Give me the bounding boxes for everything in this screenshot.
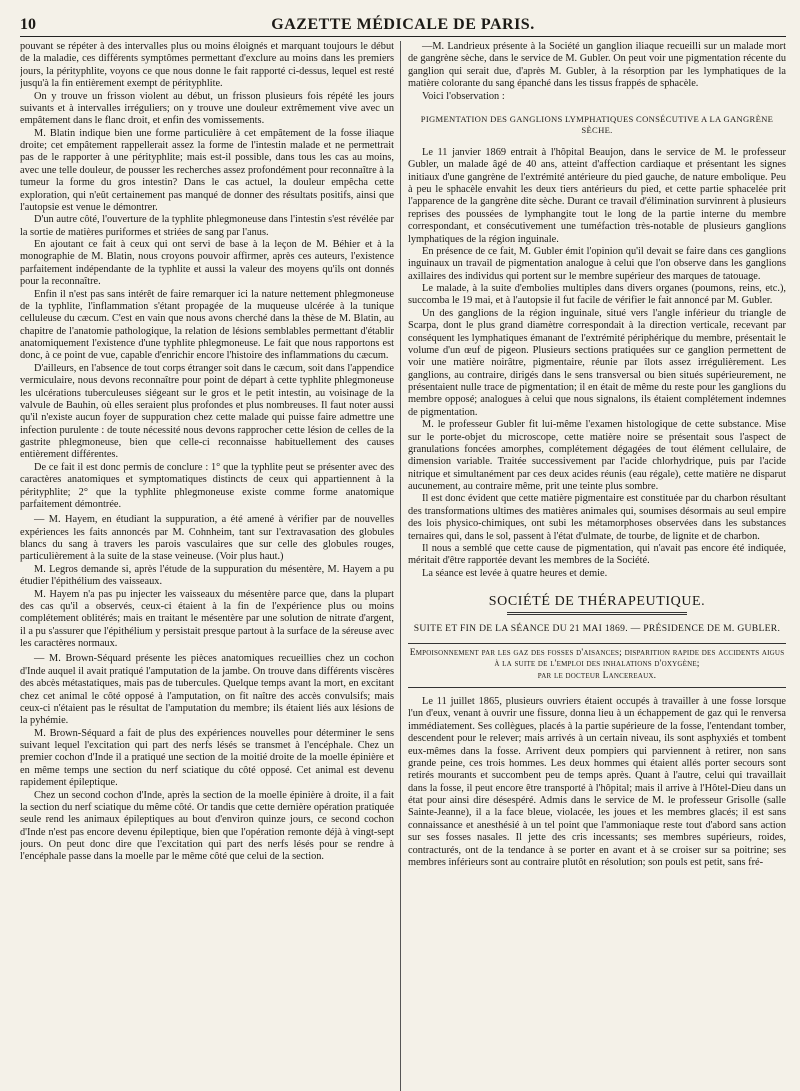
paragraph: M. le professeur Gubler fit lui-même l'examen histologique de cette substance. Mise sur le porte-objet du microscope, cette matière noire se présentait sous l'aspect de granulations foncées amorphes, complétement dégagées de tout élément cellulaire, de dimension variable. Traitée successivement par l'acide chlorhydrique, puis par l'acide nitrique et simultanément par ces deux acides réunis (eau régale), cette matière ne disparut aucunement, au contraire même, prit une teinte plus sombre. [408, 419, 786, 492]
page-number: 10 [20, 16, 36, 33]
paragraph: Le malade, à la suite d'embolies multiples dans divers organes (poumons, reins, etc.), succomba le 19 mai, et à l'autopsie il fut facile de vérifier le fait annoncé par M. Gubler. [408, 283, 786, 307]
paragraph: M. Hayem n'a pas pu injecter les vaisseaux du mésentère parce que, dans la plupart des cas qu'il a observés, ceux-ci étaient à la fin de l'expérience plus ou moins complétement oblitérés; mais en traitant le mésentère par une solution de nitrate d'argent, il a pu s'assurer que l'épithélium y persistait presque partout à la surface de la séreuse avec les caractères normaux. [20, 588, 394, 649]
paragraph: M. Blatin indique bien une forme particulière à cet empâtement de la fosse iliaque droite; cet empâtement rappellerait assez la forme de l'intestin malade et ne permettrait pas de le rapporter à une pérityphlite; mais est-il possible, dans tous les cas au moins, avec une telle douleur, de pousser les recherches assez profondément pour reconnaître à la tumeur la forme du gros intestin? Dans le cas actuel, la douleur empêcha cette exploration, qui n'eût certainement pas manqué de donner des résultats positifs, ainsi que l'autopsie est venue le démontrer. [20, 127, 394, 213]
paragraph: — M. Hayem, en étudiant la suppuration, a été amené à vérifier par de nouvelles expériences les faits annoncés par M. Cohnheim, tant sur l'extravasation des globules blancs du sang à travers les parois vasculaires que sur celle des globules rouges, particulièrement à la suite de la stase veineuse. (Voir plus haut.) [20, 514, 394, 563]
paragraph: Le 11 juillet 1865, plusieurs ouvriers étaient occupés à travailler à une fosse lorsque l'un d'eux, venant à ouvrir une fissure, donna lieu à un échappement de gaz qui le renversa immédiatement. Ses collègues, placés à la partie supérieure de la fosse, l'entendant tomber, descendent pour le relever; mais arrivés à un certain niveau, ils sont asphyxiés et tombent eux-mêmes dans la fosse. Arrivent deux pompiers qui parviennent à retirer, non sans grande peine, ces trois hommes. Les deux hommes qui étaient allés porter secours sont retirés mourants et succombent peu de temps après. Quant à l'autre, celui qui travaillait dans la fosse, il peut encore être transporté à l'hôpital; mais il arrive à l'Hôtel-Dieu dans un état pour ainsi dire désespéré. Admis dans le service de M. le professeur Grisolle (salle Sainte-Jeanne), il a la face bleue, violacée, les joues et les membres glacés; il est sans connaissance et anesthésié à un tel point que l'ammoniaque reste tout d'abord sans action sur ses fosses nasales. Il jette des cris incessants; ses membres supérieurs, roides, contracturés, ont de la tendance à se porter en avant et à se croiser sur sa poitrine; ses membres inférieurs sont au contraire plutôt en résolution; son pouls est petit, sans fré- [408, 696, 786, 868]
case-author: par le docteur Lancereaux. [537, 669, 657, 681]
paragraph: En ajoutant ce fait à ceux qui ont servi de base à la leçon de M. Béhier et à la monographie de M. Blatin, nous croyons pouvoir affirmer, après ces auteurs, l'existence parfaitement indépendante de la typhlite et aussi la valeur des moyens qu'ils ont donnés pour la reconnaître. [20, 239, 394, 288]
paragraph: En présence de ce fait, M. Gubler émit l'opinion qu'il devait se faire dans ces ganglions inguinaux un travail de pigmentation analogue à celui que l'on observe dans les ganglions axillaires des individus qui portent sur le membre supérieur des marques de tatouage. [408, 245, 786, 282]
paragraph: Il est donc évident que cette matière pigmentaire est constituée par du charbon résultant des transformations ultimes des matières animales qui, soumises désormais au seul empire des lois physico-chimiques, ont subi les métamorphoses observées dans les substances ternaires qui, dans le sol, passent à l'état d'ulmate, de tourbe, de lignite et de charbon. [408, 493, 786, 542]
paragraph: Le 11 janvier 1869 entrait à l'hôpital Beaujon, dans le service de M. le professeur Gubler, un malade âgé de 40 ans, atteint d'affection cardiaque et présentant les signes initiaux d'une gangrène de l'extrémité antérieure du pied gauche, de nature embolique. Peu à peu le sphacèle envahit les deux tiers antérieurs du pied, et cette partie sphacelée prit l'apparence de la gangrène dite sèche. Durant ce travail d'élimination survinrent à plusieurs reprises des poussées de lymphangite tout le long de la partie interne du membre correspondant, et consécutivement une tuméfaction très-notable de plusieurs ganglions lymphatiques de la région inguinale. [408, 146, 786, 245]
paragraph: pouvant se répéter à des intervalles plus ou moins éloignés et marquant toujours le début de la maladie, ces différents symptômes permettant d'exclure au moins dans les premiers jours, la pérityphlite, voyons ce que nous donne le fait rapporté ci-dessus, lequel est resté jusqu'à la fin entièrement exempt de pérityphlite. [20, 41, 394, 90]
paragraph: D'ailleurs, en l'absence de tout corps étranger soit dans le cæcum, soit dans l'appendice vermiculaire, nous devons reconnaître pour point de départ à cette typhlite phlegmoneuse les ulcérations tuberculeuses siégeant sur le gros et le petit intestin, au voisinage de la valvule de Bauhin, où elles seraient plus profondes et plus nombreuses. Il faut noter aussi qu'il n'existe aucun foyer de suppuration chez cette malade qui puisse faire admettre une infection purulente : de toute nécessité nous devons rapprocher cette lésion de celles de la gastrite phlegmoneuse, bien que celle-ci reconnaisse habituellement des causes entièrement différentes. [20, 362, 394, 461]
journal-title: GAZETTE MÉDICALE DE PARIS. [271, 16, 535, 33]
section-rule [408, 687, 786, 688]
paragraph: Un des ganglions de la région inguinale, situé vers l'angle inférieur du triangle de Scarpa, dont le plus grand diamètre correspondait à la direction verticale, recevant par conséquent les lymphatiques émanant de l'extrémité périphérique du membre, présentait le volume d'un œuf de pigeon. Plusieurs sections pratiquées sur ce ganglion permettent de voir une matière noirâtre, pigmentaire, réunie par îlots assez irrégulièrement. Les ganglions, au contraire, dirigés dans le sens transversal ou bien situés supérieurement, ne présentaient nulle trace de pigmentation; il en était de même du reste pour les ganglions du membre opposé; analogues à celui que nous signalons, ils étaient complétement indemnes de pigmentation. [408, 307, 786, 418]
paragraph: M. Legros demande si, après l'étude de la suppuration du mésentère, M. Hayem a pu étudier l'épithélium des vaisseaux. [20, 563, 394, 588]
observation-heading: PIGMENTATION DES GANGLIONS LYMPHATIQUES CONSÉCUTIVE A LA GANGRÈNE SÈCHE. [420, 113, 774, 135]
case-heading: Empoisonnement par les gaz des fosses d'aisances; disparition rapide des accidents aigus à la suite de l'emploi des inhalations d'oxygène; [408, 643, 786, 670]
paragraph: M. Brown-Séquard a fait de plus des expériences nouvelles pour déterminer le sens suivant lequel l'excitation qui part des nerfs lésés se transmet à l'encéphale. Chez un premier cochon d'Inde il a pratiqué une section de la moitié droite de la moelle épinière et en même temps une section du nerf sciatique du côté opposé. Cet animal est devenu rapidement épileptique. [20, 727, 394, 789]
paragraph: La séance est levée à quatre heures et demie. [422, 567, 608, 579]
columns [20, 41, 786, 1091]
right-column [406, 41, 786, 1091]
society-title: SOCIÉTÉ DE THÉRAPEUTIQUE. [488, 594, 706, 609]
left-column [20, 41, 401, 1091]
title-rule [507, 612, 687, 615]
paragraph: D'un autre côté, l'ouverture de la typhlite phlegmoneuse dans l'intestin s'est révélée par la sortie de matières puriformes et striées de sang par l'anus. [20, 214, 394, 238]
paragraph: Il nous a semblé que cette cause de pigmentation, qui n'avait pas encore été indiquée, méritait d'être rapportée devant les membres de la Société. [408, 542, 786, 567]
session-line: SUITE ET FIN DE LA SÉANCE DU 21 MAI 1869. — PRÉSIDENCE DE M. GUBLER. [413, 623, 781, 634]
paragraph: De ce fait il est donc permis de conclure : 1° que la typhlite peut se présenter avec des caractères anatomiques et symptomatiques distincts de ceux qui appartiennent à la pérityphlite; 2° que la typhlite phlegmoneuse existe comme forme anatomique parfaitement démontrée. [20, 461, 394, 510]
paragraph: On y trouve un frisson violent au début, un frisson plusieurs fois répété les jours suivants et à intervalles irréguliers; on y trouve une douleur extrêmement vive avec un empâtement dans le flanc droit, et enfin des vomissements. [20, 90, 394, 127]
paragraph: Chez un second cochon d'Inde, après la section de la moelle épinière à droite, il a fait la section du nerf sciatique du même côté. Or tandis que cette dernière opération pratiquée seule rend les animaux épileptiques au bout d'environ quinze jours, ce second cochon d'Inde n'est pas encore devenu épileptique, bien que l'opération remonte déjà à vingt-sept jours. On peut donc dire que l'excitation qui part des nerfs lésés pour se rendre à l'encéphale passe dans la moelle par le même côté que celui de la section. [20, 789, 394, 863]
page-header [20, 12, 786, 37]
paragraph: Enfin il n'est pas sans intérêt de faire remarquer ici la nature nettement phlegmoneuse de la typhlite, l'inflammation s'étant propagée de la muqueuse ulcérée à la tunique celluleuse du cæcum. C'est en vain que nous avons cherché dans la thèse de M. Blatin, au chapitre de l'anatomie pathologique, la relation de lésions semblables permettant d'établir anatomiquement l'existence d'une typhlite phlegmoneuse. Le fait que nous rapportons est donc, à ce point de vue, capable d'enrichir encore l'histoire des inflammations du cæcum. [20, 288, 394, 362]
paragraph: — M. Brown-Séquard présente les pièces anatomiques recueillies chez un cochon d'Inde auquel il avait pratiqué l'amputation de la jambe. On trouve dans différents viscères des abcès métastatiques, mais pas de tubercules. Quelque temps avant la mort, en excitant chez cet animal le côté opposé à l'amputation, on fit naître des accès convulsifs; mais ceux-ci n'étaient pas le résultat de l'amputation du membre; ils étaient liés aux lésions de la pyhémie. [20, 653, 394, 727]
paragraph: Voici l'observation : [422, 90, 505, 102]
paragraph: —M. Landrieux présente à la Société un ganglion iliaque recueilli sur un malade mort de gangrène sèche, dans le service de M. Gubler. On peut voir une pigmentation récente du ganglion qui serait due, d'après M. Gubler, à la résorption par les lymphatiques de la matière colorante du sang épanché dans les tissus frappés de sphacèle. [408, 41, 786, 90]
